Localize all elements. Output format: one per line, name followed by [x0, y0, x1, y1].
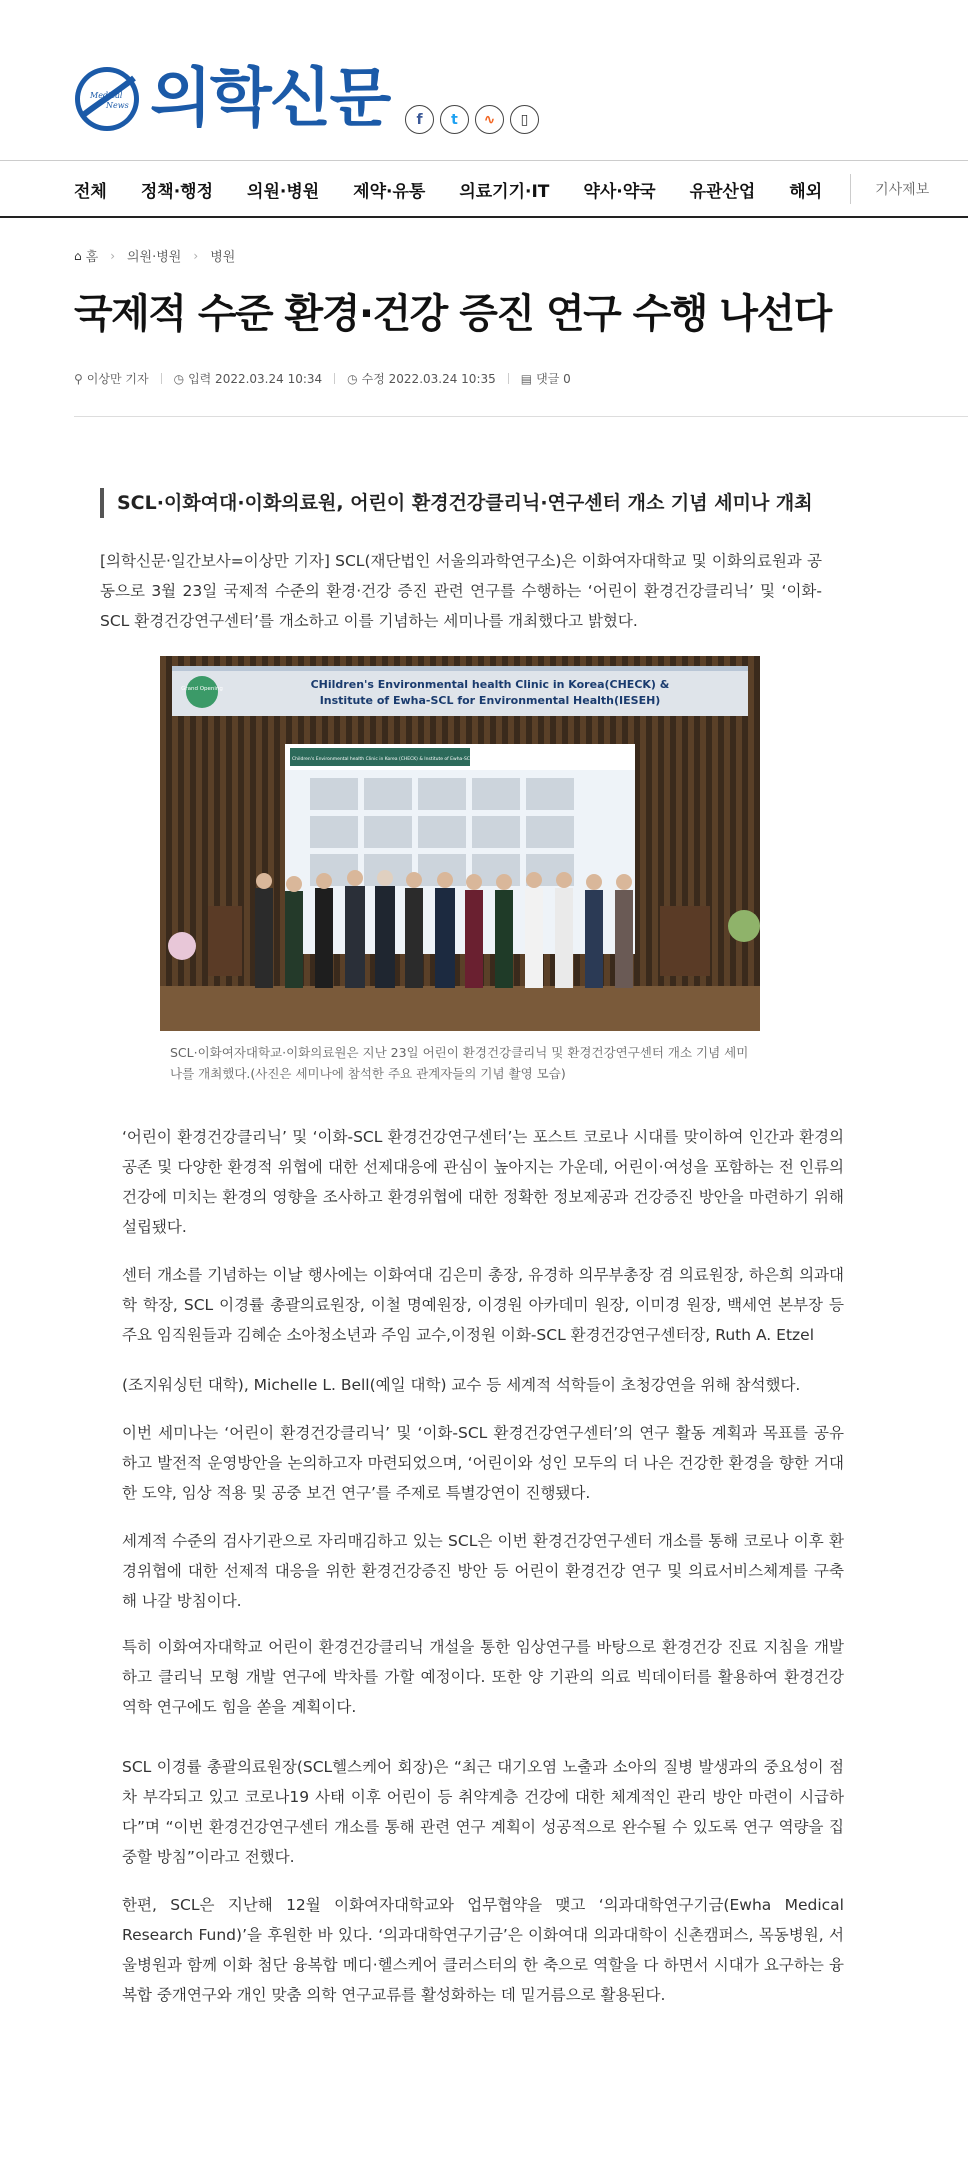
nav-item-pharmacy[interactable]: 약사·약국 — [583, 181, 656, 202]
badge-text: Grand Opening — [181, 686, 223, 692]
article-paragraph: 한편, SCL은 지난해 12월 이화여자대학교와 업무협약을 맺고 ‘의과대학연구기금(Ewha Medical Research Fund)’을 후원한 바 있다. ‘의과대학연구기금’은 이화여대 의과대학이 신촌캠퍼스, 목동병원, 서울병원과 함께 이화 첨단 융복합 메디·헬스케어 클러스터의 한 축으로 역할을 다 하면서 시대가 요구하는 융복합 중개연구와 개인 맞춤 의학 연구교류를 활성화하는 데 밑거름으로 활용된다. — [122, 1896, 844, 2004]
nav-item-pharma[interactable]: 제약·유통 — [353, 181, 426, 202]
breadcrumb — [74, 246, 235, 265]
chevron-right-icon: › — [193, 248, 199, 263]
breadcrumb-subsection[interactable]: 병원 — [210, 250, 236, 265]
article-paragraph: 세계적 수준의 검사기관으로 자리매김하고 있는 SCL은 이번 환경건강연구센터 개소를 통해 코로나 이후 환경위협에 대한 선제적 대응을 위한 환경건강증진 방안 등 어린이 환경건강 연구 및 의료서비스체계를 구축해 나갈 방침이다. — [122, 1532, 844, 1610]
article-title: 국제적 수준 환경·건강 증진 연구 수행 나선다 — [74, 291, 831, 337]
logo-globe-icon — [72, 64, 142, 134]
check-clock-icon: ◷ — [347, 371, 358, 386]
breadcrumb-section[interactable]: 의원·병원 — [127, 250, 182, 265]
nav-item-device-it[interactable]: 의료기기·IT — [459, 181, 550, 202]
article-meta — [74, 370, 571, 387]
nav-item-all[interactable]: 전체 — [74, 181, 107, 202]
chevron-right-icon: › — [110, 248, 115, 263]
twitter-icon[interactable]: t — [440, 105, 469, 134]
breadcrumb-home[interactable]: 홈 — [85, 250, 99, 265]
site-logo[interactable] — [72, 64, 389, 134]
logo-wordmark: 의학신문 — [150, 62, 390, 136]
article-photo[interactable] — [160, 656, 760, 1031]
main-nav — [0, 160, 968, 218]
clock-icon: ◷ — [173, 371, 185, 386]
meta-divider — [161, 373, 162, 384]
banner-line-2: Institute of Ewha-SCL for Environmental Health(IESEH) — [319, 694, 661, 707]
article-subtitle: SCL·이화여대·이화의료원, 어린이 환경건강클리닉·연구센터 개소 기념 세미나 개최 — [100, 488, 840, 518]
photo-caption: SCL·이화여자대학교·이화의료원은 지난 23일 어린이 환경건강클리닉 및 환경건강연구센터 개소 기념 세미나를 개최했다.(사진은 세미나에 참석한 주요 관계자들의 기념 촬영 모습) — [170, 1045, 749, 1081]
svg-text:News: News — [106, 101, 129, 110]
comment-icon: ▤ — [520, 371, 533, 386]
banner-line-1: CHildren's Environmental health Clinic in Korea(CHECK) & — [310, 678, 670, 691]
site-header — [0, 0, 968, 160]
comment-count[interactable]: 댓글 0 — [536, 372, 571, 386]
nav-item-industry[interactable]: 유관산업 — [689, 181, 756, 202]
news-tip-link[interactable]: 기사제보 — [875, 182, 930, 198]
nav-item-policy[interactable]: 정책·행정 — [140, 181, 214, 202]
user-icon: ⚲ — [74, 371, 83, 386]
article-author[interactable]: 이상만 기자 — [86, 372, 149, 386]
article-paragraph: 특히 이화여자대학교 어린이 환경건강클리닉 개설을 통한 임상연구를 바탕으로 환경건강 진료 지침을 개발하고 클리닉 모형 개발 연구에 박차를 가할 예정이다. 또한 양 기관의 의료 빅데이터를 활용하여 환경건강 역학 연구에도 힘을 쏟을 계획이다. — [122, 1638, 844, 1716]
article-paragraph: (조지워싱턴 대학), Michelle L. Bell(예일 대학) 교수 등 세계적 석학들이 초청강연을 위해 참석했다. — [122, 1376, 801, 1394]
modified-time: 수정 2022.03.24 10:35 — [361, 372, 496, 386]
article-paragraph: 센터 개소를 기념하는 이날 행사에는 이화여대 김은미 총장, 유경하 의무부총장 겸 의료원장, 하은희 의과대학 학장, SCL 이경률 총괄의료원장, 이철 명예원장, 이경원 아카데미 원장, 이미경 원장, 백세연 본부장 등 주요 임직원들과 김혜순 소아청소년과 주임 교수,이정원 이화-SCL 환경건강연구센터장, Ruth A. Etzel — [122, 1266, 844, 1344]
facebook-icon[interactable]: f — [405, 105, 434, 134]
article-paragraph: 이번 세미나는 ‘어린이 환경건강클리닉’ 및 ‘이화-SCL 환경건강연구센터’의 연구 활동 계획과 목표를 공유하고 발전적 운영방안을 논의하고자 마련되었으며, ‘어린이와 성인 모두의 더 나은 건강한 환경을 향한 거대한 도약, 임상 적용 및 공중 보건 연구’를 주제로 특별강연이 진행됐다. — [122, 1424, 844, 1502]
ceremony-photo-illustration — [160, 656, 760, 1031]
nav-item-hospital[interactable]: 의원·병원 — [247, 181, 320, 202]
svg-text:Medical: Medical — [90, 91, 123, 100]
article-paragraph: ‘어린이 환경건강클리닉’ 및 ‘이화-SCL 환경건강연구센터’는 포스트 코로나 시대를 맞이하여 인간과 환경의 공존 및 다양한 환경적 위협에 대한 선제대응에 관심이 높아지는 가운데, 어린이·여성을 포함하는 전 인류의 건강에 미치는 환경의 영향을 조사하고 환경위협에 대한 정확한 정보제공과 건강증진 방안을 마련하기 위해 설립됐다. — [122, 1128, 844, 1236]
nav-item-overseas[interactable]: 해외 — [789, 181, 823, 202]
social-links — [405, 105, 539, 134]
mobile-icon[interactable]: ▯ — [510, 105, 539, 134]
meta-divider — [508, 373, 509, 384]
meta-divider — [334, 373, 335, 384]
article-paragraph: SCL 이경률 총괄의료원장(SCL헬스케어 회장)은 “최근 대기오염 노출과 소아의 질병 발생과의 중요성이 점차 부각되고 있고 코로나19 사태 이후 어린이 등 취약계층 건강에 대한 체계적인 관리 방안 마련이 시급하다”며 “이번 환경건강연구센터 개소를 통해 관련 연구 계획이 성공적으로 완수될 수 있도록 연구 역량을 집중할 방침”이라고 전했다. — [122, 1758, 844, 1866]
article-intro: [의학신문·일간보사=이상만 기자] SCL(재단법인 서울의과학연구소)은 이화여자대학교 및 이화의료원과 공동으로 3월 23일 국제적 수준의 환경·건강 증진 관련 연구를 수행하는 ‘어린이 환경건강클리닉’ 및 ‘이화-SCL 환경건강연구센터’를 개소하고 이를 기념하는 세미나를 개최했다고 밝혔다. — [100, 552, 822, 630]
published-time: 입력 2022.03.24 10:34 — [188, 372, 323, 386]
nav-divider — [850, 174, 851, 204]
rss-icon[interactable]: ∿ — [475, 105, 504, 134]
header-divider — [74, 416, 968, 417]
screen-title: Children's Environmental health Clinic in Korea (CHECK) & Institute of Ewha-SCL for Environmental Health (IESEH) — [292, 757, 549, 762]
home-icon: ⌂ — [74, 248, 82, 263]
